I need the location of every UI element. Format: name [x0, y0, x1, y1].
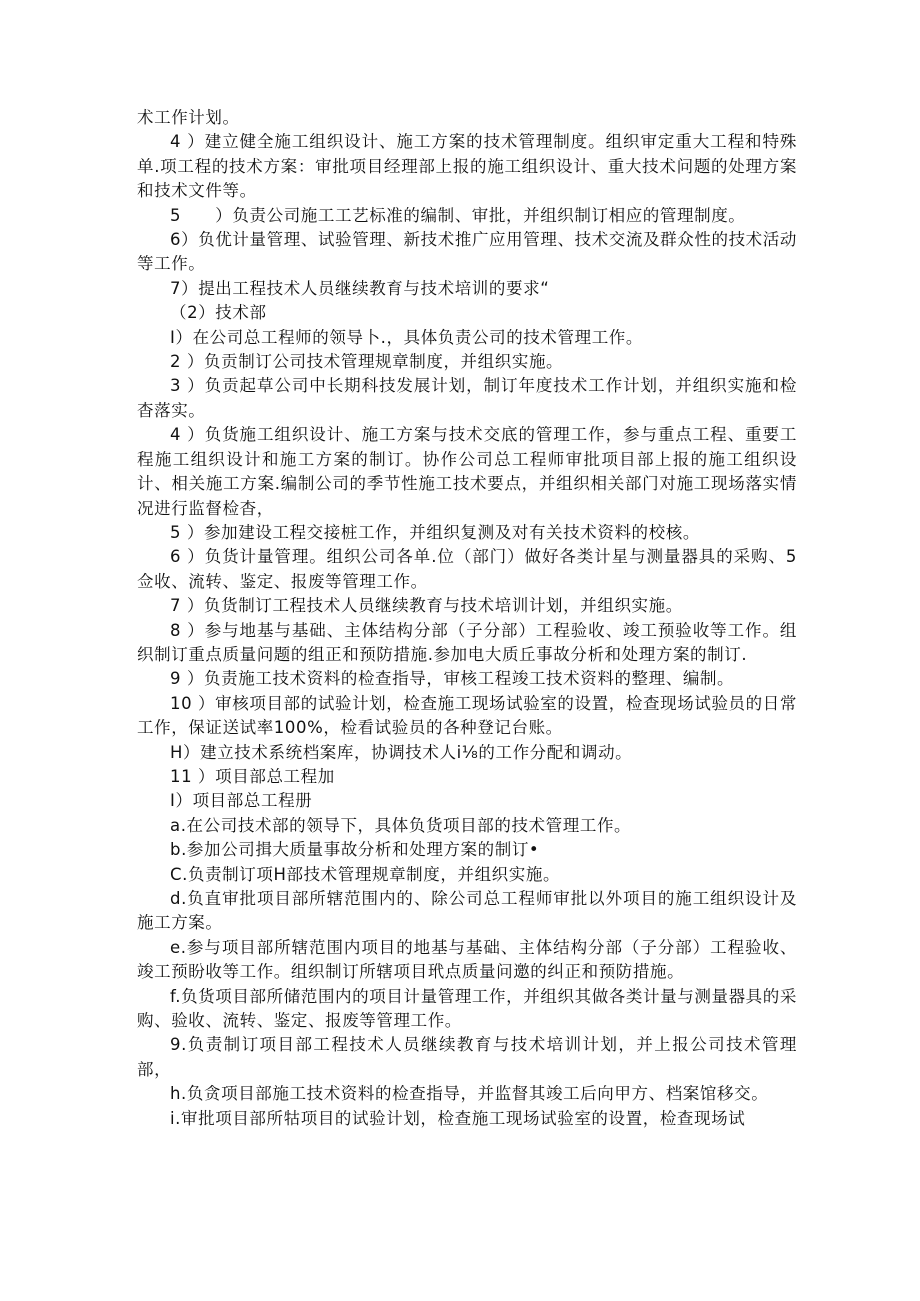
paragraph: d.负直审批项目部所辖范围内的、除公司总工程师审批以外项目的施工组织设计及施工方案。	[137, 889, 797, 933]
paragraph: 术工作计划。	[137, 108, 240, 127]
paragraph: 5 ）负责公司施工工艺标准的编制、审批，并组织制订相应的管理制度。	[170, 205, 746, 225]
paragraph: I）在公司总工程师的领导卜.，具体负责公司的技术管理工作。	[170, 327, 644, 347]
body-text	[137, 106, 797, 1131]
paragraph: 6）负优计量管理、试验管理、新技术推广应用管理、技术交流及群众性的技术活动等工作。	[137, 230, 797, 274]
paragraph: I）项目部总工程册	[170, 791, 313, 811]
paragraph: f.负货项目部所储范围内的项目计量管理工作，并组织其做各类计量与测量器具的采购、验收、流转、鉴定、报废等管理工作。	[137, 986, 797, 1031]
paragraph: a.在公司技术部的领导下，具体负货项目部的技术管理工作。	[170, 815, 632, 835]
section-heading: 11 ）项目部总工程加	[170, 766, 335, 786]
paragraph: 6 ）负货计量管理。组织公司各单.位（部门）做好各类计星与测量器具的采购、5佥收、流转、鉴定、报废等管理工作。	[137, 547, 797, 591]
paragraph: 3 ）负贡起草公司中长期科技发展计划，制订年度技术工作计划，并组织实施和检杳落实。	[137, 376, 797, 420]
paragraph: H）建立技术系统档案库，协调技术人i⅛的工作分配和调动。	[170, 742, 633, 762]
paragraph: 10 ）审核项目部的试验计划，检查施工现场试验室的设置，检查现场试验员的日常工作，保证送试率100%，检看试验员的各种登记台账。	[137, 693, 797, 738]
paragraph: 5 ）参加建设工程交接桩工作，并组织复测及对有关技术资料的校核。	[170, 522, 700, 542]
section-heading: （2）技术部	[170, 303, 267, 323]
paragraph: C.负责制订项H部技术管理规章制度，并组织实施。	[170, 864, 561, 884]
paragraph: 2 ）负贡制订公司技术管理规章制度，并组织实施。	[170, 352, 564, 372]
paragraph: b.参加公司揖大质量事故分析和处理方案的制订•	[170, 840, 540, 860]
paragraph: 4 ）负货施工组织设计、施工方案与技术交底的管理工作，参与重点工程、重要工程施工组织设计和施工方案的制订。协作公司总工程师审批项目部上报的施工组织设计、相关施工方案.编制公司的季节性施工技术要点，并组织相关部门对施工现场落实情况进行监督检杳，	[137, 425, 797, 518]
paragraph: 7）提出工程技术人员继续教育与技术培训的要求“	[170, 278, 550, 298]
paragraph: 7 ）负货制订工程技术人员继续教育与技术培训计划，并组织实施。	[170, 596, 683, 616]
paragraph: 8 ）参与地基与基础、主体结构分部（子分部）工程验收、竣工预验收等工作。组织制订重点质量问题的组正和预防措施.参加电大质丘事故分析和处理方案的制订.	[137, 620, 797, 664]
paragraph: e.参与项目部所辖范围内项目的地基与基础、主体结构分部（子分部）工程验收、竣工预盼收等工作。组织制订所辖项目玳点质量问邀的纠正和预防措施。	[137, 937, 797, 982]
paragraph: i.审批项目部所牯项目的试验计划，检查施工现场试验室的设置，检查现场试	[170, 1108, 746, 1128]
paragraph: 4 ）建立健全施工组织设计、施工方案的技术管理制度。组织审定重大工程和特殊单.项工程的技术方案：审批项目经理部上报的施工组织设计、重大技术问题的处理方案和技术文件等。	[137, 132, 797, 201]
paragraph: 9.负责制订项目部工程技术人员继续教育与技术培训计划，并上报公司技术管理部，	[137, 1035, 797, 1079]
paragraph: 9 ）负责施工技术资料的检查指导，审核工程竣工技术资料的整理、编制。	[170, 669, 735, 689]
paragraph: h.负贪项目部施工技术资料的检查指导，并监督其竣工后向甲方、档案馆移交。	[170, 1084, 769, 1104]
